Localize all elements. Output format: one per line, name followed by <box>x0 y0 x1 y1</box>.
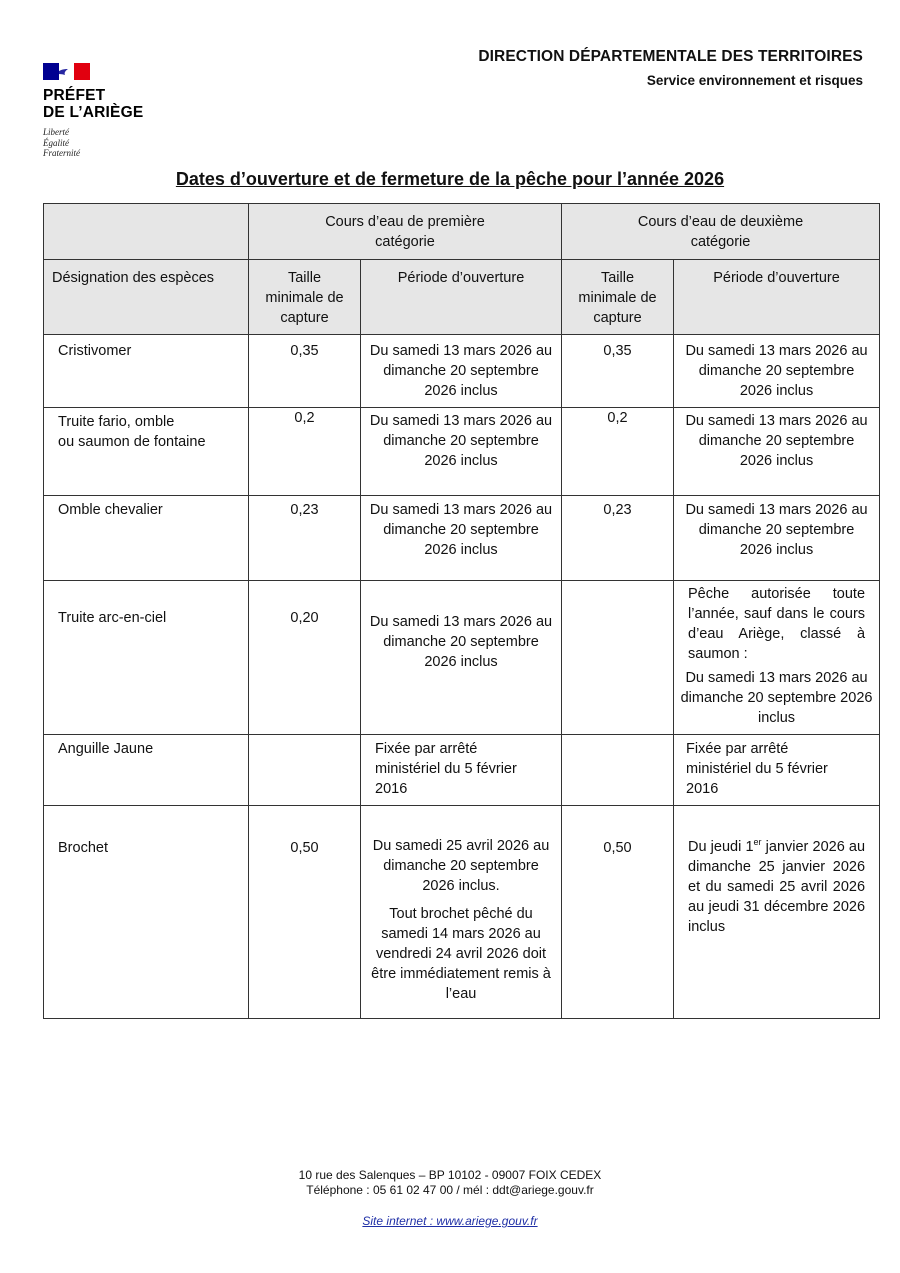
col-size-header-1: Taille minimale de capture <box>249 260 361 335</box>
period-second <box>674 806 880 1019</box>
size-second: 0,35 <box>562 335 674 408</box>
website-link[interactable]: Site internet : www.ariege.gouv.fr <box>362 1214 538 1228</box>
size-first: 0,23 <box>249 496 361 581</box>
table-row <box>44 806 880 1019</box>
logo-line-2: DE L’ARIÈGE <box>43 104 144 121</box>
period-second: Du samedi 13 mars 2026 au dimanche 20 septembre 2026 inclus <box>674 335 880 408</box>
marianne-flag-icon <box>43 63 90 80</box>
col-size-header-2: Taille minimale de capture <box>562 260 674 335</box>
species-name: Truite arc-en-ciel <box>44 581 249 735</box>
period-second-start: Du jeudi 1 <box>688 839 754 855</box>
column-header-row <box>44 260 880 335</box>
table-row <box>44 735 880 806</box>
prefecture-logo <box>43 63 203 159</box>
period-first-dates: Du samedi 25 avril 2026 au dimanche 20 septembre 2026 inclus. <box>372 838 550 894</box>
fishing-dates-table <box>43 203 880 1019</box>
period-first <box>361 806 562 1019</box>
table-row <box>44 408 880 496</box>
size-first: 0,35 <box>249 335 361 408</box>
size-second: 0,2 <box>562 408 674 496</box>
size-second: 0,50 <box>562 806 674 1019</box>
col-period-header-2: Période d’ouverture <box>674 260 880 335</box>
col-species-header: Désignation des espèces <box>44 260 249 335</box>
period-first: Fixée par arrêté ministériel du 5 février 2016 <box>361 735 562 806</box>
table-row <box>44 335 880 408</box>
period-second-dates: Du samedi 13 mars 2026 au dimanche 20 septembre 2026 inclus <box>680 670 873 726</box>
size-second <box>562 735 674 806</box>
footer <box>0 1168 900 1229</box>
period-second <box>674 581 880 735</box>
service-name: Service environnement et risques <box>646 73 863 88</box>
size-first: 0,20 <box>249 581 361 735</box>
col-period-header-1: Période d’ouverture <box>361 260 562 335</box>
footer-contact: Téléphone : 05 61 02 47 00 / mél : ddt@ariege.gouv.fr <box>306 1183 594 1197</box>
size-second <box>562 581 674 735</box>
motto-fraternite: Fraternité <box>43 148 80 158</box>
species-name: Anguille Jaune <box>44 735 249 806</box>
species-name: Cristivomer <box>44 335 249 408</box>
species-name-line-1: Truite fario, omble <box>58 414 175 430</box>
species-name: Brochet <box>44 806 249 1019</box>
period-first: Du samedi 13 mars 2026 au dimanche 20 septembre 2026 inclus <box>361 496 562 581</box>
period-second: Du samedi 13 mars 2026 au dimanche 20 septembre 2026 inclus <box>674 408 880 496</box>
group-first-category: Cours d’eau de première catégorie <box>249 204 562 260</box>
species-name: Omble chevalier <box>44 496 249 581</box>
size-first: 0,2 <box>249 408 361 496</box>
period-first: Du samedi 13 mars 2026 au dimanche 20 septembre 2026 inclus <box>361 408 562 496</box>
logo-line-1: PRÉFET <box>43 87 106 104</box>
table-row <box>44 581 880 735</box>
period-first: Du samedi 13 mars 2026 au dimanche 20 septembre 2026 inclus <box>361 581 562 735</box>
period-first: Du samedi 13 mars 2026 au dimanche 20 septembre 2026 inclus <box>361 335 562 408</box>
group-second-category: Cours d’eau de deuxième catégorie <box>562 204 880 260</box>
motto-egalite: Égalité <box>43 137 69 148</box>
period-second: Du samedi 13 mars 2026 au dimanche 20 septembre 2026 inclus <box>674 496 880 581</box>
empty-header-cell <box>44 204 249 260</box>
period-second-superscript: er <box>753 837 762 848</box>
species-name <box>44 408 249 496</box>
size-first <box>249 735 361 806</box>
header <box>478 48 863 88</box>
group-header-row <box>44 204 880 260</box>
page-title: Dates d’ouverture et de fermeture de la pêche pour l’année 2026 <box>175 169 725 189</box>
table-row <box>44 496 880 581</box>
period-second: Fixée par arrêté ministériel du 5 février 2016 <box>674 735 880 806</box>
motto-liberte: Liberté <box>43 127 69 137</box>
period-second-rest: janvier 2026 au dimanche 25 janvier 2026 et du samedi 25 avril 2026 au jeudi 31 décembre 2026 inclus <box>688 839 866 935</box>
footer-address: 10 rue des Salenques – BP 10102 - 09007 FOIX CEDEX <box>298 1168 602 1182</box>
size-first: 0,50 <box>249 806 361 1019</box>
period-first-note: Tout brochet pêché du samedi 14 mars 2026 au vendredi 24 avril 2026 doit être immédiatement remis à l’eau <box>371 906 551 1002</box>
direction-name: DIRECTION DÉPARTEMENTALE DES TERRITOIRES <box>478 48 863 65</box>
size-second: 0,23 <box>562 496 674 581</box>
species-name-line-2: ou saumon de fontaine <box>58 434 206 450</box>
period-second-note: Pêche autorisée toute l’année, sauf dans le cours d’eau Ariège, classé à saumon : <box>688 586 866 662</box>
